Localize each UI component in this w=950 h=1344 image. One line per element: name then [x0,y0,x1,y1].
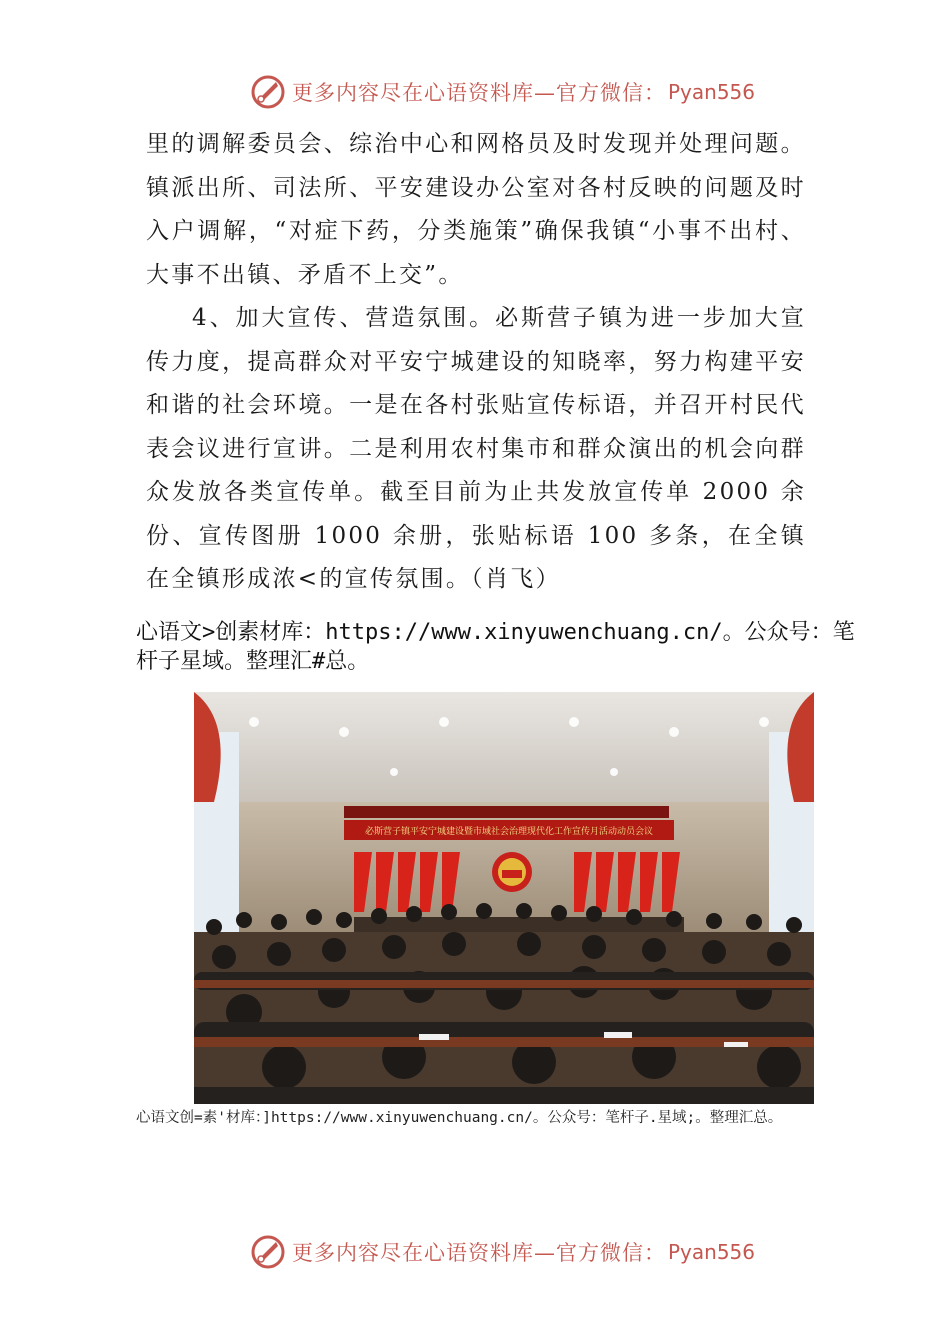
quill-ink-logo-icon [250,1234,286,1270]
quill-ink-logo-icon [250,74,286,110]
brand-text: 更多内容尽在心语资料库—官方微信： [292,81,666,105]
footer-brand [250,1232,755,1272]
paragraph-1: 里的调解委员会、综治中心和网格员及时发现并处理问题。镇派出所、司法所、平安建设办公室对各村反映的问题及时入户调解，“对症下药，分类施策”确保我镇“小事不出村、大事不出镇、矛盾不上交”。 [146,131,806,288]
brand-wechat-id: Pyan556 [668,1240,756,1264]
meeting-photo [194,692,814,1104]
photo-caption: 心语文创=素'材库：]https://www.xinyuwenchuang.cn/。公众号：笔杆子.星域;。整理汇总。 [136,1110,783,1126]
paragraph-2: 4、加大宣传、营造氛围。必斯营子镇为进一步加大宣传力度，提高群众对平安宁城建设的知晓率，努力构建平安和谐的社会环境。一是在各村张贴宣传标语，并召开村民代表会议进行宣讲。二是利用农村集市和群众演出的机会向群众发放各类宣传单。截至目前为止共发放宣传单 2000 余份、宣传图册 1000 余册，张贴标语 100 多条，在全镇在全镇形成浓<的宣传氛围。（肖飞） [146,305,806,592]
article-body [146,123,806,602]
banner-text: 必斯营子镇平安宁城建设暨市域社会治理现代化工作宣传月活动动员会议 [364,827,654,837]
source-note: 心语文>创素材库：https://www.xinyuwenchuang.cn/。公众号：笔杆子星域。整理汇#总。 [136,620,855,674]
header-brand [250,72,755,112]
brand-wechat-id: Pyan556 [668,80,756,104]
brand-text: 更多内容尽在心语资料库—官方微信： [292,1241,666,1265]
